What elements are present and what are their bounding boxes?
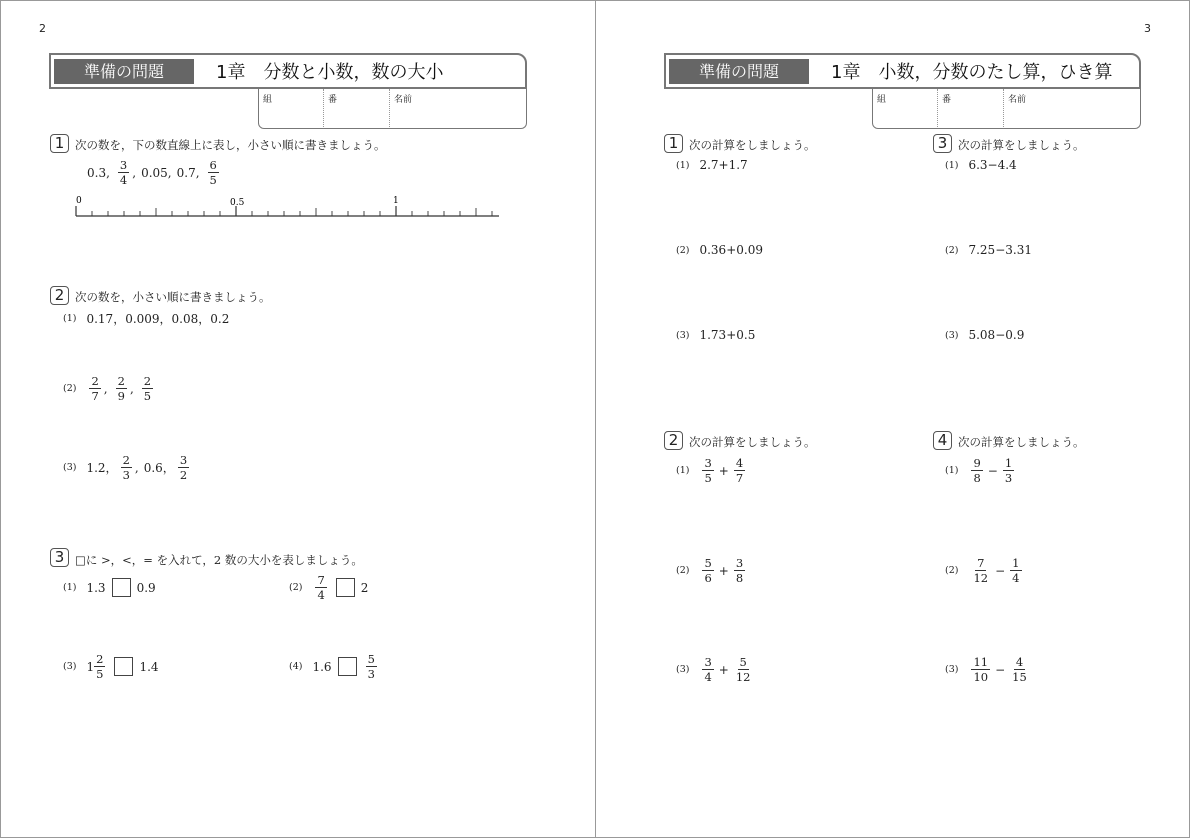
- number-list: 0.3 , $\frac{3}{4}$ , 0.05 , 0.7 , $\frac{6}{5}$: [87, 158, 217, 187]
- sub-question: (2) $\frac{7}{4}$ 2: [289, 573, 369, 602]
- number-line[interactable]: [61, 191, 511, 223]
- page-number: 2: [39, 22, 46, 35]
- sub-question: (1) 2.7+1.7: [676, 158, 748, 172]
- name-box: [872, 89, 1141, 129]
- question-text: 次の計算をしましょう。: [689, 138, 816, 152]
- sub-question: (1) $\frac{9}{8}$ − $\frac{1}{3}$: [945, 456, 1013, 485]
- fraction: $\frac{6}{5}$: [209, 158, 217, 187]
- sub-question: (3) 1.73+0.5: [676, 328, 756, 342]
- class-field[interactable]: 組: [263, 95, 273, 105]
- section-tag: 準備の問題: [54, 59, 194, 84]
- question-number: 4: [933, 431, 952, 450]
- question-number: 2: [664, 431, 683, 450]
- section-tag: 準備の問題: [669, 59, 809, 84]
- question-text: □に >，<，= を入れて，2 数の大小を表しましょう。: [75, 553, 363, 567]
- question-number: 2: [50, 286, 69, 305]
- sub-question: (1) 1.3 0.9: [63, 578, 156, 597]
- name-field[interactable]: 名前: [389, 89, 525, 127]
- right-page: [595, 0, 1190, 838]
- sub-question: (3) 5.08−0.9: [945, 328, 1025, 342]
- question-text: 次の計算をしましょう。: [689, 435, 816, 449]
- answer-box[interactable]: [112, 578, 131, 597]
- question-text: 次の数を，小さい順に書きましょう。: [75, 290, 271, 304]
- name-field[interactable]: 名前: [1003, 89, 1139, 127]
- value: 0.3: [87, 165, 107, 180]
- question-text: 次の数を，下の数直線上に表し，小さい順に書きましょう。: [75, 138, 386, 152]
- value: 0.7: [176, 165, 196, 180]
- sub-question: (1) $\frac{3}{5}$ + $\frac{4}{7}$: [676, 456, 744, 485]
- question-number: 1: [664, 134, 683, 153]
- sub-question: (2) 0.36+0.09: [676, 243, 763, 257]
- axis-label-1: 1: [393, 196, 399, 206]
- fraction: $\frac{3}{4}$: [119, 158, 128, 187]
- sub-question: (2) 7.25−3.31: [945, 243, 1032, 257]
- answer-box[interactable]: [336, 578, 355, 597]
- sub-question: (2) $\frac{7}{12}$ − $\frac{1}{4}$: [945, 556, 1020, 585]
- left-page: [0, 0, 596, 838]
- chapter-title: 1章 小数，分数のたし算，ひき算: [831, 62, 1113, 83]
- number-field[interactable]: 番: [937, 89, 1003, 127]
- sub-question: (2) $\frac{5}{6}$ + $\frac{3}{8}$: [676, 556, 744, 585]
- sub-question: (1) 6.3−4.4: [945, 158, 1017, 172]
- question-text: 次の計算をしましょう。: [958, 138, 1085, 152]
- axis-label-05: 0.5: [230, 198, 245, 208]
- axis-ticks: [76, 206, 492, 216]
- page-number: 3: [1144, 22, 1151, 35]
- answer-box[interactable]: [338, 657, 357, 676]
- question-number: 3: [933, 134, 952, 153]
- chapter-title: 1章 分数と小数，数の大小: [216, 62, 444, 83]
- question-number: 1: [50, 134, 69, 153]
- value: 0.05: [141, 165, 168, 180]
- number-field[interactable]: 番: [323, 89, 389, 127]
- sub-question: (4) 1.6 $\frac{5}{3}$: [289, 652, 375, 681]
- sub-question: (3) 1.2， $\frac{2}{3}$ , 0.6， $\frac{3}{2}$: [63, 453, 188, 482]
- sub-question: (2) $\frac{2}{7}$ , $\frac{2}{9}$ , $\frac{2}{5}$: [63, 374, 152, 403]
- answer-box[interactable]: [114, 657, 133, 676]
- sub-question: (3) $\frac{11}{10}$ − $\frac{4}{15}$: [945, 655, 1027, 684]
- sub-question: (1) 0.17，0.009，0.08，0.2: [63, 312, 230, 326]
- class-field[interactable]: 組: [877, 95, 887, 105]
- question-text: 次の計算をしましょう。: [958, 435, 1085, 449]
- sub-question: (3) $\frac{3}{4}$ + $\frac{5}{12}$: [676, 655, 751, 684]
- chapter-header: [664, 53, 1141, 89]
- axis-label-0: 0: [76, 196, 82, 206]
- chapter-header: [49, 53, 527, 89]
- name-box: [258, 89, 527, 129]
- question-number: 3: [50, 548, 69, 567]
- sub-question: (3) 1 $\frac{2}{5}$ 1.4: [63, 652, 159, 681]
